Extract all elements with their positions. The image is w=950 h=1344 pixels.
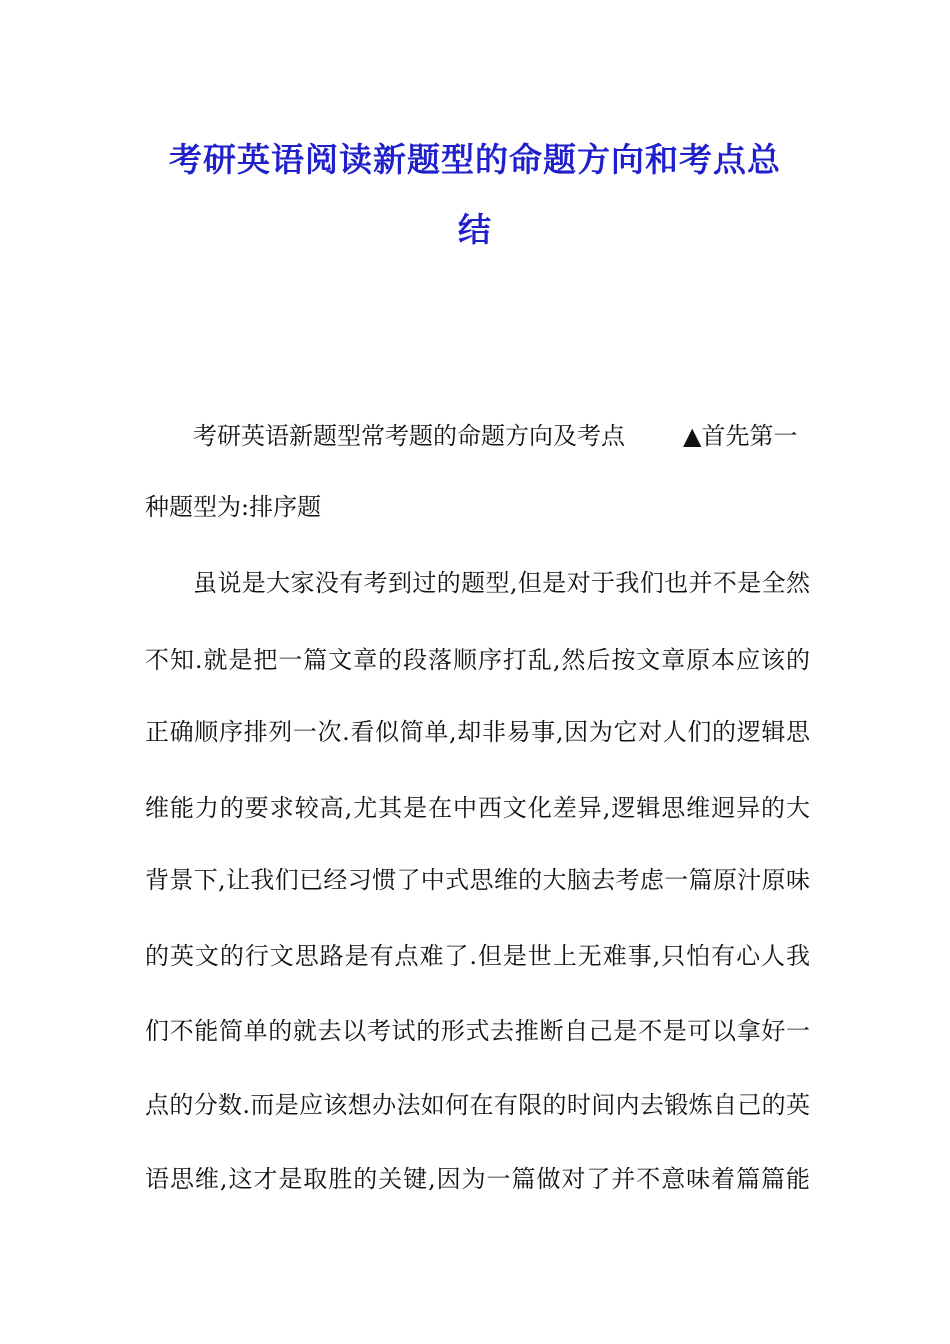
paragraph-line: 们不能简单的就去以考试的形式去推断自己是不是可以拿好一: [145, 1017, 810, 1045]
paragraph-line: 点的分数.而是应该想办法如何在有限的时间内去锻炼自己的英: [145, 1091, 810, 1119]
paragraph-line: 不知.就是把一篇文章的段落顺序打乱,然后按文章原本应该的: [145, 646, 810, 674]
document-title-line-2: 结: [458, 210, 492, 249]
paragraph-line: 正确顺序排列一次.看似简单,却非易事,因为它对人们的逻辑思: [145, 718, 810, 746]
paragraph-line: 虽说是大家没有考到过的题型,但是对于我们也并不是全然: [193, 569, 810, 597]
subheading-continuation: 种题型为:排序题: [145, 493, 322, 521]
document-title-line-1: 考研英语阅读新题型的命题方向和考点总: [169, 140, 781, 179]
paragraph-line: 背景下,让我们已经习惯了中式思维的大脑去考虑一篇原汁原味: [145, 866, 810, 894]
paragraph-line: 维能力的要求较高,尤其是在中西文化差异,逻辑思维迥异的大: [145, 794, 810, 822]
paragraph-line: 语思维,这才是取胜的关键,因为一篇做对了并不意味着篇篇能: [145, 1165, 810, 1193]
subheading-left: 考研英语新题型常考题的命题方向及考点: [193, 422, 625, 450]
subheading-right: ▲首先第一: [683, 422, 798, 450]
paragraph-line: 的英文的行文思路是有点难了.但是世上无难事,只怕有心人我: [145, 942, 810, 970]
